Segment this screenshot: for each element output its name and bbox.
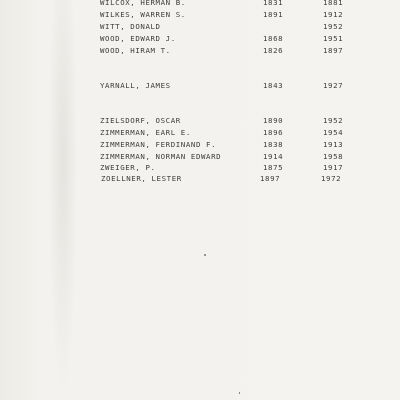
record-name: ZIMMERMAN, EARL E.	[100, 128, 191, 137]
record-row	[0, 115, 400, 127]
record-row	[0, 0, 400, 9]
record-name: WITT, DONALD	[100, 22, 161, 31]
record-birth-year: 1843	[263, 81, 284, 90]
record-death-year: 1913	[323, 140, 344, 149]
record-birth-year: 1914	[263, 152, 284, 161]
record-row	[0, 127, 400, 139]
record-name: WOOD, EDWARD J.	[100, 34, 176, 43]
record-name: ZWEIGER, P.	[100, 163, 156, 172]
record-death-year: 1881	[323, 0, 344, 7]
record-birth-year: 1831	[263, 0, 284, 7]
record-name: ZOELLNER, LESTER	[101, 174, 182, 183]
record-birth-year: 1890	[263, 116, 284, 125]
record-death-year: 1912	[323, 10, 344, 19]
record-birth-year: 1891	[263, 10, 284, 19]
record-death-year: 1952	[323, 116, 344, 125]
record-name: ZIELSDORF, OSCAR	[100, 116, 181, 125]
record-row	[0, 139, 400, 151]
record-birth-year: 1838	[263, 140, 284, 149]
record-row	[0, 45, 400, 57]
record-death-year: 1951	[323, 34, 344, 43]
record-name: ZIMMERMAN, FERDINAND F.	[100, 140, 217, 149]
record-death-year: 1972	[321, 174, 342, 183]
paper-speck	[204, 254, 206, 256]
record-death-year: 1927	[323, 81, 344, 90]
record-death-year: 1897	[323, 46, 344, 55]
record-name: WILCOX, HERMAN B.	[100, 0, 186, 7]
record-name: ZIMMERMAN, NORMAN EDWARD	[100, 152, 222, 161]
record-death-year: 1958	[323, 152, 344, 161]
record-row	[0, 21, 400, 33]
record-name: WILKES, WARREN S.	[100, 10, 186, 19]
record-birth-year: 1896	[263, 128, 284, 137]
record-name: YARNALL, JAMES	[100, 81, 171, 90]
record-birth-year: 1875	[263, 163, 284, 172]
record-death-year: 1952	[323, 22, 344, 31]
record-death-year: 1954	[323, 128, 344, 137]
record-death-year: 1917	[323, 163, 344, 172]
record-row	[0, 173, 400, 185]
record-birth-year: 1826	[263, 46, 284, 55]
record-birth-year: 1868	[263, 34, 284, 43]
page-shadow	[48, 0, 78, 400]
record-row	[0, 33, 400, 45]
record-name: WOOD, HIRAM T.	[100, 46, 171, 55]
record-row	[0, 9, 400, 21]
record-birth-year: 1897	[260, 174, 281, 183]
paper-speck	[239, 392, 240, 394]
record-row	[0, 80, 400, 92]
